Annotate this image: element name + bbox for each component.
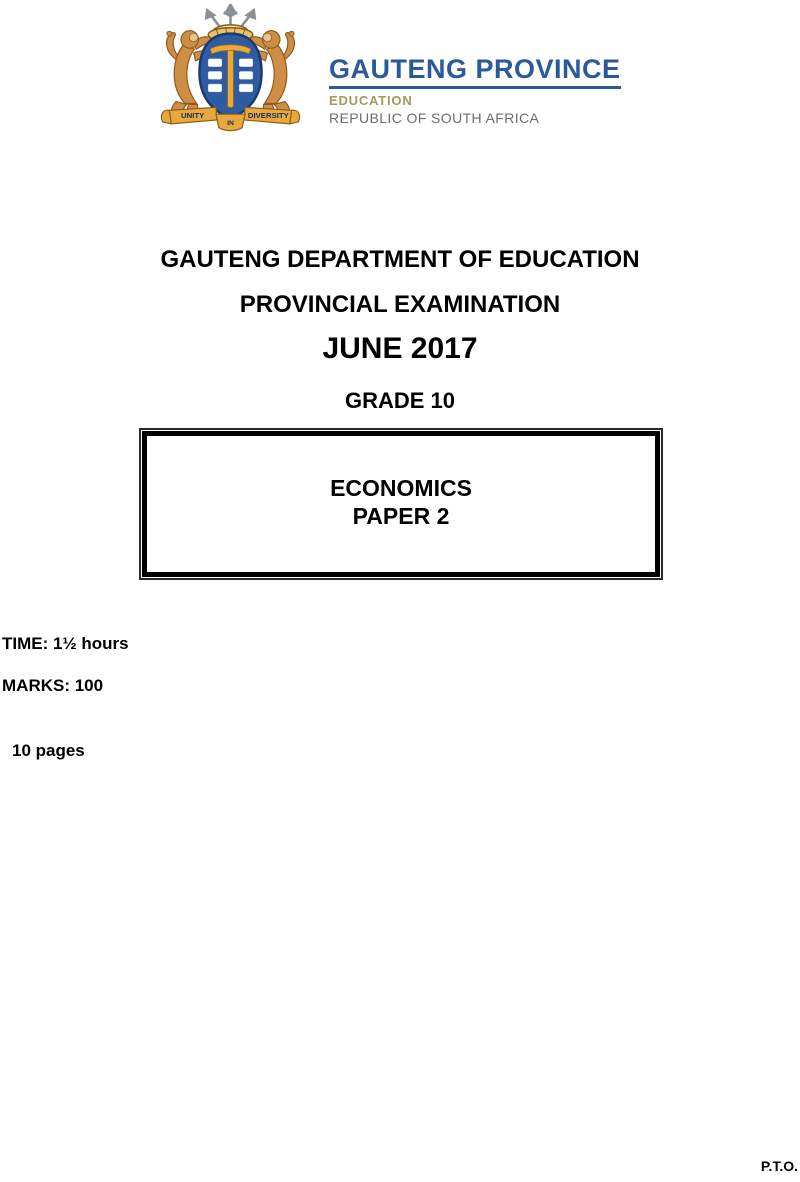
logo-department-name: EDUCATION [329, 93, 413, 108]
time-allocation: TIME: 1½ hours [2, 634, 129, 653]
subject-box [142, 431, 660, 577]
page-count: 10 pages [12, 741, 85, 760]
coat-of-arms-icon [148, 4, 313, 136]
shield-icon [199, 34, 261, 118]
heading-department: GAUTENG DEPARTMENT OF EDUCATION [160, 246, 640, 273]
heading-grade: GRADE 10 [344, 388, 456, 413]
logo-province-name: GAUTENG PROVINCE [329, 56, 621, 89]
subject-name: ECONOMICS [330, 475, 472, 501]
heading-date: JUNE 2017 [322, 332, 478, 365]
please-turn-over: P.T.O. [760, 1158, 798, 1174]
total-marks: MARKS: 100 [2, 676, 104, 695]
motto-in: IN [227, 119, 234, 127]
logo-country-name: REPUBLIC OF SOUTH AFRICA [329, 110, 540, 126]
heading-examination: PROVINCIAL EXAMINATION [239, 291, 561, 318]
logo-text-block [329, 56, 621, 126]
paper-number: PAPER 2 [352, 503, 450, 529]
motto-unity: UNITY [181, 111, 205, 121]
gauteng-logo [148, 4, 621, 136]
motto-diversity: DIVERSITY [247, 111, 289, 121]
